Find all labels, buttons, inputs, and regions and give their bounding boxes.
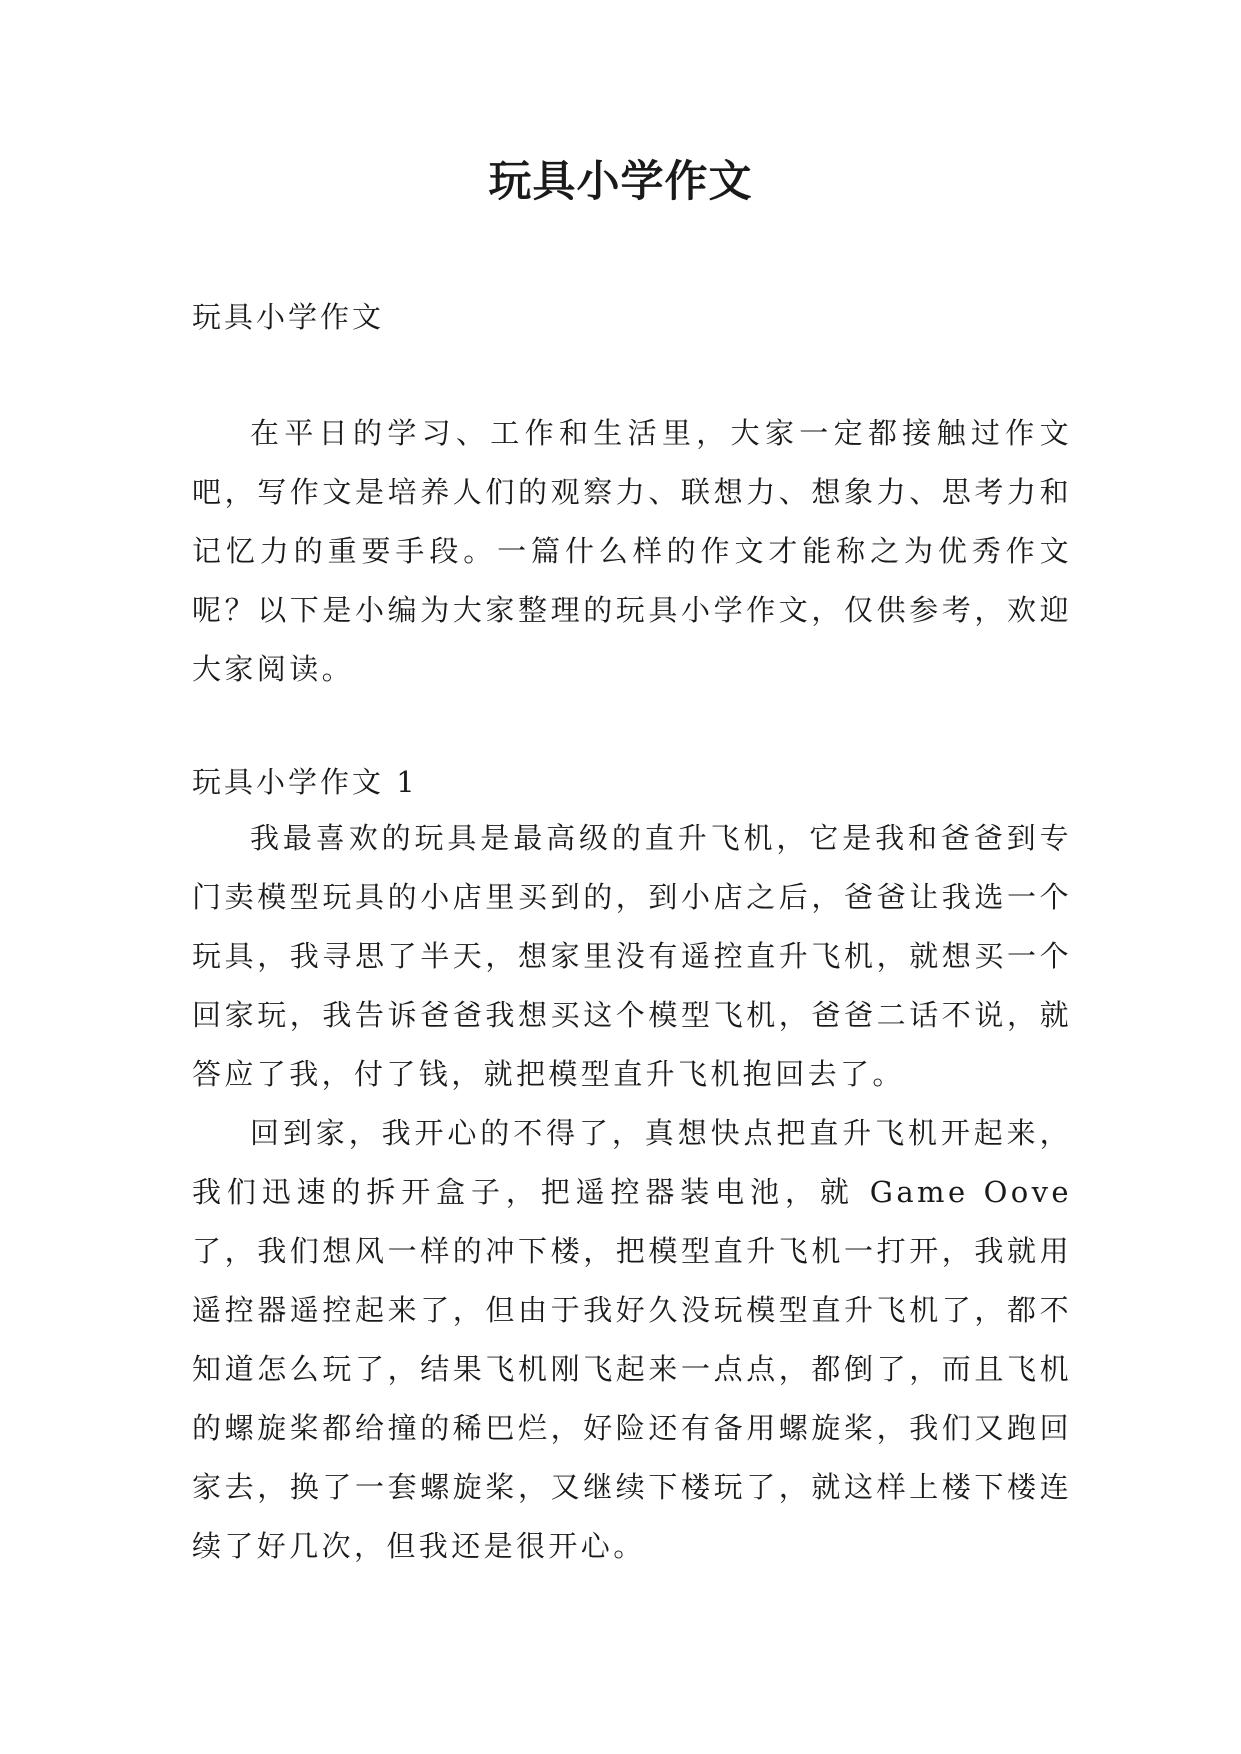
essay-paragraph: 回到家，我开心的不得了，真想快点把直升飞机开起来，我们迅速的拆开盒子，把遥控器装电池，就 Game Oove 了，我们想风一样的冲下楼，把模型直升飞机一打开，我就用遥控器遥控起来了，但由于我好久没玩模型直升飞机了，都不知道怎么玩了，结果飞机刚飞起来一点点，都倒了，而且飞机的螺旋桨都给撞的稀巴烂，好险还有备用螺旋桨，我们又跑回家去，换了一套螺旋桨，又继续下楼玩了，就这样上楼下楼连续了好几次，但我还是很开心。 bbox=[192, 1116, 1072, 1563]
intro-section bbox=[192, 404, 1072, 699]
intro-paragraph: 在平日的学习、工作和生活里，大家一定都接触过作文吧，写作文是培养人们的观察力、联想力、想象力、思考力和记忆力的重要手段。一篇什么样的作文才能称之为优秀作文呢？以下是小编为大家整理的玩具小学作文，仅供参考，欢迎大家阅读。 bbox=[192, 416, 1072, 686]
document-subtitle: 玩具小学作文 bbox=[192, 300, 385, 334]
essay-body bbox=[192, 809, 1072, 1576]
document-title: 玩具小学作文 bbox=[488, 157, 753, 207]
essay-paragraph: 我最喜欢的玩具是最高级的直升飞机，它是我和爸爸到专门卖模型玩具的小店里买到的，到小店之后，爸爸让我选一个玩具，我寻思了半天，想家里没有遥控直升飞机，就想买一个回家玩，我告诉爸爸我想买这个模型飞机，爸爸二话不说，就答应了我，付了钱，就把模型直升飞机抱回去了。 bbox=[192, 821, 1072, 1091]
section-heading: 玩具小学作文 1 bbox=[192, 765, 418, 799]
